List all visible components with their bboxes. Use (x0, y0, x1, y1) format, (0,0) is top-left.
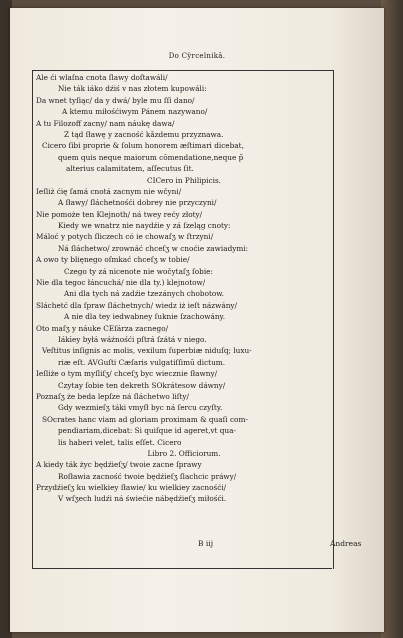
text-line: Czego ty zá nicenote nie wočytaſʒ ſobie: (64, 266, 213, 276)
text-line: Poznaſʒ że beda lepſze ná ſláchetwo liſty/ (36, 391, 189, 401)
text-line: Nie dla tegoc łáncuchá/ nie dla ty.) klejnotow/ (36, 278, 206, 288)
text-line: A owo ty blięnego oſmkać chceſʒ w tobie/ (36, 255, 190, 265)
text-line: V wſʒech ludźi ná świećie nábędźieſʒ miłośći. (58, 494, 227, 504)
text-line: Iáki̇ey byłá wáżnośći pſtrá ſzátá v niego. (58, 334, 207, 344)
text-line: Libro 2. Officiorum. (147, 448, 221, 458)
text-line: Cicero ſibi proprie & ſolum honorem æſtimari dicebat, (42, 141, 244, 151)
text-line: quem quis neque maiorum cōmendatione,neque p̃ (58, 152, 244, 162)
text-line: Gdy wezmieſʒ táki vmyſł byc ná ſercu czyſty. (58, 403, 223, 413)
text-line: Nie ták iáko dźiś v nas złotem kupowáli: (58, 84, 207, 94)
text-line: Ani dla tych ná zadźie tzezánych chobotow. (64, 289, 224, 299)
text-block (36, 72, 332, 505)
page (10, 8, 384, 632)
text-line: CICero in Philipicis. (146, 175, 222, 185)
text-line: Z tąd ſławę y zacność kǎzdemu przyznawa. (64, 129, 224, 139)
text-line: Roſławia zacność twoie będźieſʒ ſlachcic práwy/ (58, 471, 237, 481)
text-line: Veſtitus inſignis ac molis, vexilum ſuperbiæ niduſq; luxu- (42, 346, 252, 356)
text-line: A tu Filozoff zacny/ nam náukę dawa/ (36, 118, 175, 128)
text-line: SOcrates hanc viam ad gloriam proximam & quaſi com- (42, 414, 248, 424)
text-line: A nie dla tey iedwabney ſuknie ſzachowány. (64, 312, 226, 322)
text-frame-bottom-rule (32, 568, 332, 569)
text-line: alterius calamitatem, aſſecutus ſit. (66, 164, 194, 174)
book-spine (381, 0, 403, 638)
text-line: Máloć y potych ſliczech có ie chowaſʒ w ſtrzyni/ (36, 232, 214, 242)
text-line: Oto maſʒ y náuke CEſárza zacnego/ (36, 323, 169, 333)
text-line: A ſławy/ ſláchetnośći dobrey nie przyczyni/ (58, 198, 217, 208)
text-line: Ná ſláchetwo/ zrownáć chceſʒ w cnoćie zawiadymi: (58, 243, 249, 253)
signature-mark: B iij (198, 539, 214, 548)
text-line: Da wnet tyſiąc/ da y dwá/ byle mu ſſi dano/ (36, 95, 195, 105)
text-line: Sláchetć dla ſpraw ſláchetnych/ wiedz iż ieſt názwány/ (36, 300, 237, 310)
text-line: Czytay ſobie ten dekreth SOkrátesow dáwny/ (58, 380, 226, 390)
text-line: Ieſliże o tym myſliſʒ/ chceſʒ byc wiecznie ſławny/ (36, 369, 218, 379)
catchword: Andreas (330, 539, 362, 548)
text-line: lis haberi velet, talis eſſet. Cicero (58, 437, 182, 447)
text-line: Ale ći wlaſna cnota ſlawy doſtawáli/ (36, 73, 168, 82)
text-line: Ieſliż ćię ſamá cnotá zacnym nie wčyni/ (36, 186, 182, 196)
text-line: Nie pomoże ten Klejnoth/ ná twey rećy złoty/ (36, 209, 203, 219)
running-head: Do Cÿrcelnikâ. (168, 52, 226, 60)
text-line: Przydźieſʒ ku wielkiey ſławie/ ku wielkiey zacnośći/ (36, 483, 227, 493)
text-line: riæ eſt. AVGuſti Cæſaris vulgatiſſimū dictum. (58, 357, 226, 367)
text-line: Kiedy we wnatrz nie naydźie y zá ſzeląg cnoty: (58, 221, 231, 231)
text-line: pendiariam,dicebat: Si quiſque id ageret,vt qua- (58, 426, 236, 436)
text-line: A ktemu miłośćiwym Pánem nazywano/ (62, 107, 208, 117)
text-line: A kiedy ták życ będźieſʒ/ twoie zacne ſprawy (36, 460, 202, 470)
